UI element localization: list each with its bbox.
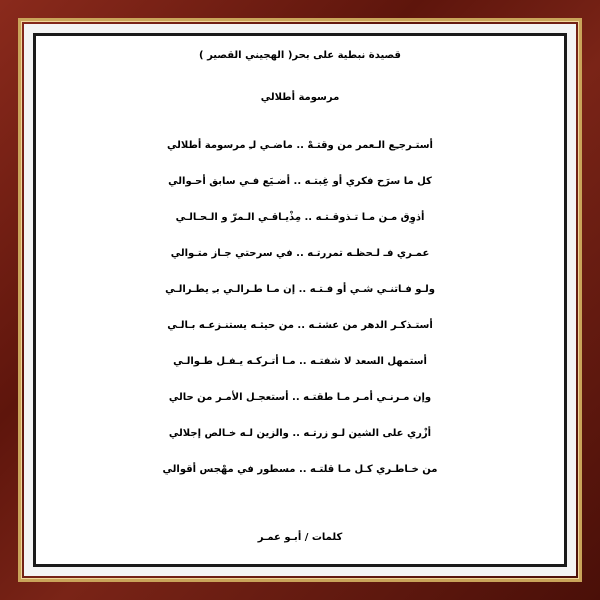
verse-line: أستـذكـر الدهر من عشتـه .. من حيثـه يستنـزعـه بـالـي xyxy=(167,320,433,331)
verse-line: ولـو فـاتنـي شـي أو فـتـه .. إن مـا طـرالـي بـِ يطـرالـي xyxy=(165,284,435,295)
poem-subtitle: مرسومة أطلالي xyxy=(260,92,340,103)
verse-line: أستمهل السعد لا شفتـه .. مـا أتـركـه يـفـل طـوالـي xyxy=(173,356,427,367)
verse-line: كل ما سرَح فكري أو غِبتـه .. أضـيَع فـي سابق أحـوالي xyxy=(168,176,432,187)
verse-list xyxy=(36,128,564,488)
poem-panel xyxy=(36,36,564,564)
verse-line: عمـري فـ لـحظـه تمررتـه .. في سرحتي جـاز متـوالي xyxy=(170,248,430,259)
verse-line: أستـرجـِع الـعمر من وقتـهْ .. ماضـي لـِ مرسومة أطلالي xyxy=(167,140,433,151)
verse-line: من خـاطـري كـل مـا قلتـه .. مسطور في مهْجس أقوالي xyxy=(162,464,438,475)
poem-signature: كلمات / أبـو عمـر xyxy=(257,532,343,543)
verse-line: أذوِق مـن مـا تـذوقـتـه .. مِذْيـاقـي الـمرّ و الـحـالـي xyxy=(175,212,425,223)
verse-line: وإن مـرنـي أمـر مـا طقتـه .. أستعجـل الأمـر من حالي xyxy=(168,392,432,403)
verse-line: أزْري على الشين لـو زرتـه .. والزين لـه خـالص إجلالي xyxy=(168,428,432,439)
poem-title: قصيدة نبطية على بحر( الهجيني القصير ) xyxy=(199,50,401,61)
